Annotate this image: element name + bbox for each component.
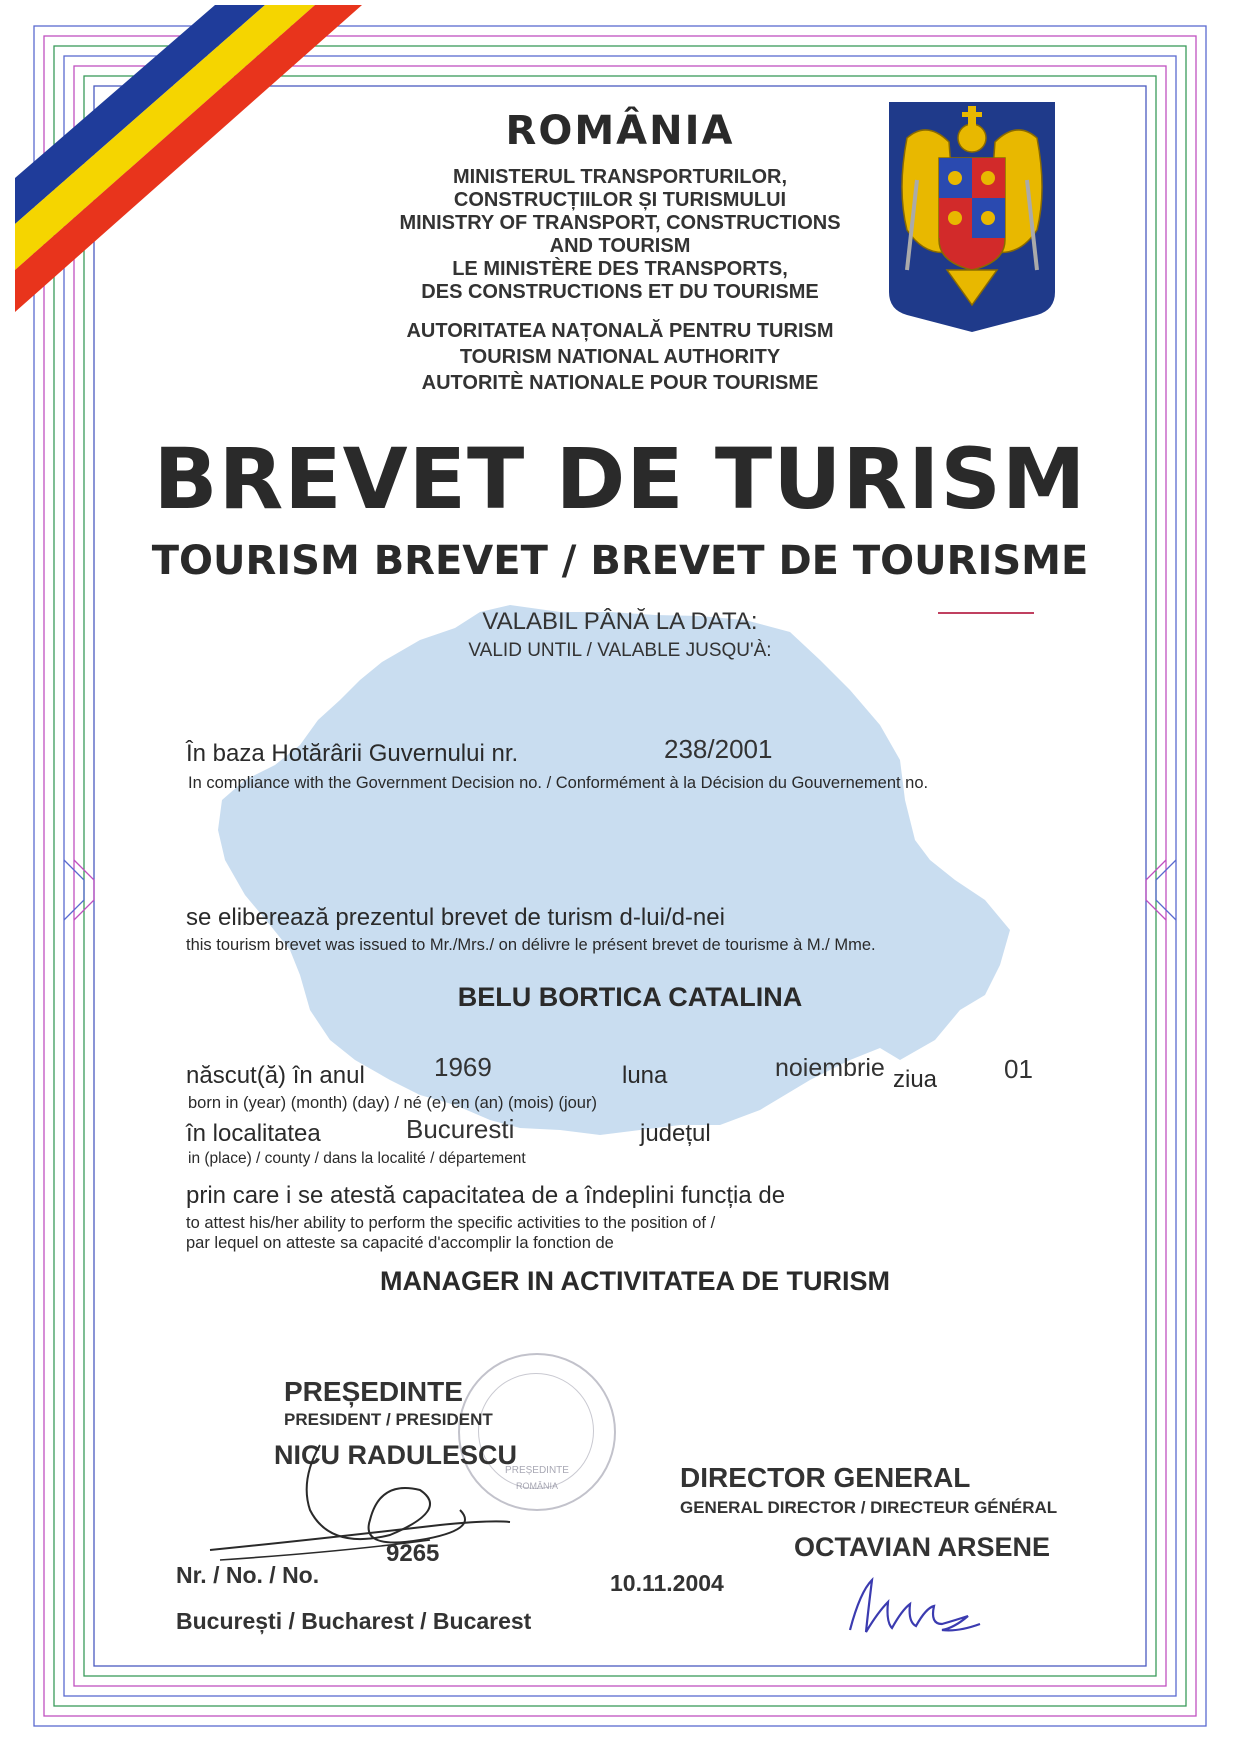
issue-city: București / Bucharest / Bucarest: [176, 1608, 532, 1634]
decision-label-translation: In compliance with the Government Decision no. / Conformément à la Décision du Gouvernement no.: [188, 774, 929, 792]
number-label: Nr. / No. / No.: [176, 1562, 320, 1588]
president-signature: [190, 1440, 550, 1570]
president-name: NICU RADULESCU: [274, 1440, 517, 1470]
validity-label-ro: VALABIL PÂNĂ LA DATA:: [482, 608, 758, 635]
birth-month: noiembrie: [775, 1054, 885, 1082]
ministry-line: CONSTRUCȚIILOR ȘI TURISMULUI: [453, 189, 787, 211]
ministry-block: [350, 166, 890, 304]
coat-of-arms-icon: [887, 100, 1057, 332]
ministry-line: DES CONSTRUCTIONS ET DU TOURISME: [421, 281, 819, 303]
stamp-bottom-text: ROMÂNIA: [515, 1481, 558, 1491]
ministry-line: MINISTRY OF TRANSPORT, CONSTRUCTIONS: [399, 212, 841, 234]
ministry-line: LE MINISTÈRE DES TRANSPORTS,: [452, 258, 788, 280]
birth-year: 1969: [434, 1052, 492, 1082]
function-label-fr: par lequel on atteste sa capacité d'accomplir la fonction de: [186, 1234, 614, 1252]
authority-line: AUTORITÈ NATIONALE POUR TOURISME: [421, 372, 819, 394]
document-title: BREVET DE TURISM: [153, 430, 1087, 528]
issued-label-ro: se eliberează prezentul brevet de turism d-lui/d-nei: [186, 904, 725, 931]
stamp-center-text: PREȘEDINTE: [505, 1465, 569, 1476]
validity-label-translation: VALID UNTIL / VALABLE JUSQU'À:: [468, 640, 772, 661]
authority-block: [350, 318, 890, 396]
birth-place: Bucuresti: [406, 1114, 515, 1144]
document-subtitle: TOURISM BREVET / BREVET DE TOURISME: [151, 538, 1089, 584]
month-label: luna: [622, 1062, 668, 1089]
ministry-line: MINISTERUL TRANSPORTURILOR,: [452, 166, 788, 188]
day-label: ziua: [893, 1066, 938, 1093]
director-name: OCTAVIAN ARSENE: [794, 1532, 1051, 1562]
decision-number: 238/2001: [664, 734, 773, 764]
birth-day: 01: [1004, 1054, 1033, 1084]
holder-name: BELU BORTICA CATALINA: [457, 982, 803, 1012]
certificate-number: 9265: [386, 1540, 440, 1567]
issue-date: 10.11.2004: [610, 1570, 724, 1596]
ministry-line: AND TOURISM: [549, 235, 691, 257]
issued-label-translation: this tourism brevet was issued to Mr./Mrs./ on délivre le présent brevet de tourisme à M./ Mme.: [186, 936, 876, 954]
place-label: în localitatea: [186, 1120, 321, 1147]
president-title-translation: PRESIDENT / PRESIDENT: [284, 1410, 493, 1429]
position-title: MANAGER IN ACTIVITATEA DE TURISM: [380, 1266, 890, 1296]
country-title: ROMÂNIA: [505, 108, 735, 154]
president-title: PREȘEDINTE: [284, 1376, 463, 1407]
director-signature: [830, 1572, 990, 1642]
decision-label-ro: În baza Hotărârii Guvernului nr.: [186, 740, 519, 767]
county-label: județul: [640, 1120, 711, 1147]
director-title-translation: GENERAL DIRECTOR / DIRECTEUR GÉNÉRAL: [680, 1498, 1058, 1517]
function-label-en: to attest his/her ability to perform the specific activities to the position of /: [186, 1214, 716, 1232]
born-label: născut(ă) în anul: [186, 1062, 365, 1089]
place-label-translation: in (place) / county / dans la localité / département: [188, 1150, 526, 1167]
function-label-ro: prin care i se atestă capacitatea de a îndeplini funcția de: [186, 1182, 786, 1209]
authority-line: AUTORITATEA NAȚONALĂ PENTRU TURISM: [406, 320, 834, 342]
authority-line: TOURISM NATIONAL AUTHORITY: [459, 346, 781, 368]
director-title: DIRECTOR GENERAL: [680, 1462, 971, 1493]
validity-underline: [938, 612, 1034, 614]
born-label-translation: born in (year) (month) (day) / né (e) en (an) (mois) (jour): [188, 1094, 597, 1112]
